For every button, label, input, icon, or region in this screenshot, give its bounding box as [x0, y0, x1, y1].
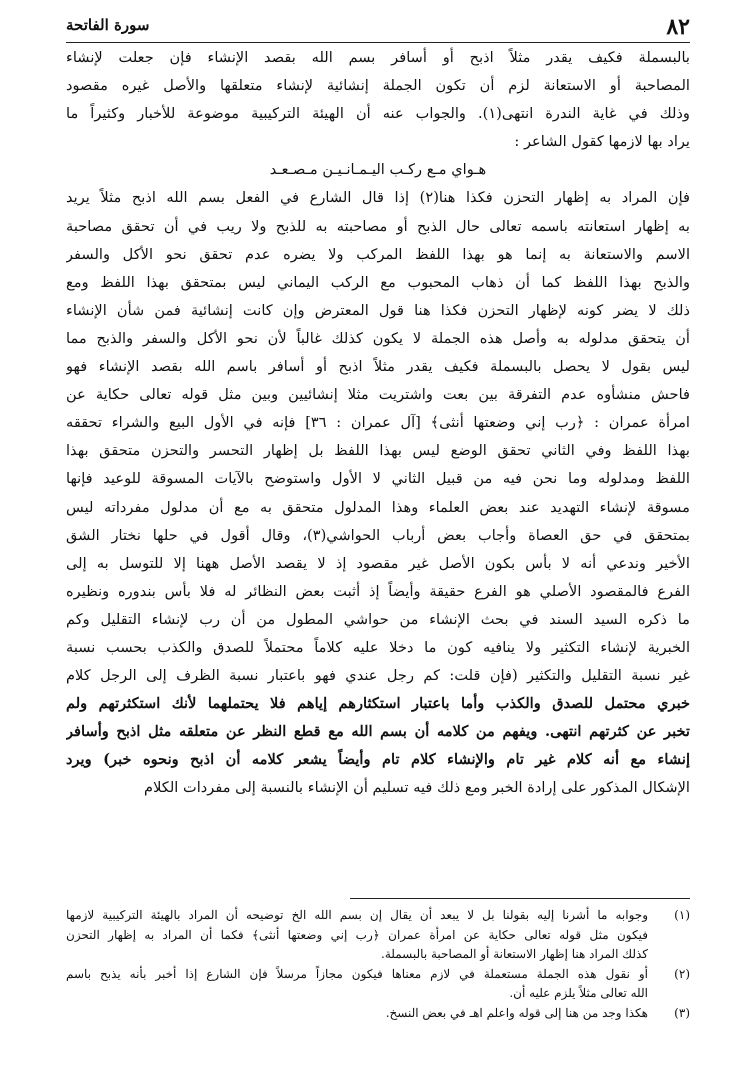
text-line-bold: خبري محتمل للصدق والكذب وأما باعتبار استكثارهم إياهم فلا يحتملهما لأنك استكثرتهم ولم: [66, 695, 690, 713]
text-line: الإشكال المذكور على إرادة الخبر ومع ذلك فيه تسليم أن الإنشاء بالنسبة إلى مفردات الكلام: [144, 779, 690, 797]
text-line: يراد بها لازمها كقول الشاعر :: [514, 133, 690, 151]
text-line: اللفظ ومدلوله وما نحن فيه من قبيل الثاني لا الأول واستوضح بالآيات المسوقة للوعيد فإنها: [66, 470, 690, 488]
footnote: [66, 965, 690, 1004]
footnote-rule: [350, 898, 690, 899]
footnote-number: (١): [674, 908, 690, 922]
text-line: غير نسبة التقليل والتكثير (فإن قلت: كم رجل عندي فهو باعتبار نسبة الظرف إلى الرجل كلام: [66, 667, 690, 685]
text-line: بهذا اللفظ وفي الثاني تحقق الوضع ليس بهذا اللفظ بل إظهار التحسر والتحزن متحقق بهذا: [66, 442, 690, 460]
text-line: فإن المراد به إظهار التحزن فكذا هنا(٢) إذا قال الشارع في الفعل بسم الله اذبح مثلاً يريد: [66, 189, 690, 207]
text-line-bold: تخبر عن كثرتهم انتهى. ويفهم من كلامه أن بسم الله مع قطع النظر عن متعلقه مثل اذبح وأسافر: [66, 723, 690, 741]
text-line: ذلك لا يضر كونه لإظهار التحزن فكذا هنا قول المعترض وإن كانت إنشائية فمن شأن الإنشاء: [66, 301, 690, 319]
text-line: بمتحقق في حق العصاة وأجاب بعض أرباب الحواشي(٣)، وقال أقول في حلها نختار الشق: [66, 526, 690, 544]
footnote: [66, 906, 690, 965]
text-line-bold: إنشاء مع أنه كلام غير تام والإنشاء كلام تام وأيضاً يشعر كلامه أن اذبح ونحوه خبر) ويرد: [66, 751, 690, 769]
text-line: أن يتحقق مدلوله به وأصل هذه الجملة لا يكون كذلك غالباً لأن نحو الأكل والسفر والذبح مما: [66, 329, 690, 347]
text-line: الفرع فالمقصود الأصلي هو الفرع حقيقة وأيضاً إذ أثبت بعض النظائر له فلا بأس بندوره ونظيره: [66, 582, 690, 600]
footnote-text: [66, 906, 648, 965]
footnote: [66, 1004, 690, 1024]
text-line: وذلك في غاية الندرة انتهى(١). والجواب عنه أن الهيئة التركيبية موضوعة للأخبار وكثيراً ما: [66, 105, 690, 123]
footnote-line: أو نقول هذه الجملة مستعملة في لازم معناها فيكون مجازاً مرسلاً فإن الشارع إذا أخبر بأنه يذبح باسم: [66, 966, 648, 981]
footnotes: [66, 906, 690, 1023]
text-line: والذبح بهذا اللفظ كما أن ذهاب المحبوب مع الركب اليماني ليس بمتحقق بهذا اللفظ ومع: [66, 273, 690, 291]
text-line: ليس بقول لا يحصل بالبسملة فكيف يقدر مثلاً اذبح أو أسافر باسم الله بقصد الإنشاء فهو: [66, 358, 690, 376]
text-line: فاحش منشأوه عدم التفرقة بين بعت واشتريت مثلا إنشائيين وبين مثل قوله تعالى حكاية عن: [66, 386, 690, 404]
page-header: [66, 14, 690, 40]
text-line: المصاحبة أو الاستعانة لزم أن تكون الجملة إنشائية لإنشاء متعلقها والأصل غيره مقصود: [66, 77, 690, 95]
page-number: ٨٢: [666, 14, 690, 40]
text-line: ما ذكره السيد السند في بحث الإنشاء من حواشي المطول من أن رب لإنشاء التقليل وكم: [66, 610, 690, 628]
main-text: [66, 44, 690, 803]
header-rule: [66, 42, 690, 43]
text-line: الاسم والاستعانة به إنما هو بهذا اللفظ المركب ولا يضره عدم تحقق نحو الأكل والسفر: [66, 245, 690, 263]
text-line: امرأة عمران : ﴿رب إني وضعتها أنثى﴾ [آل عمران : ٣٦] فإنه في الأول البيع والشراء تحققه: [66, 414, 690, 432]
footnote-text: [66, 1004, 648, 1024]
text-line: الخبرية لإنشاء التكثير ولا ينافيه كون ما دخلا عليه كلاماً محتملاً للصدق والكذب بحسب نسبة: [66, 638, 690, 656]
footnote-number: (٢): [674, 966, 690, 981]
running-title: سورة الفاتحة: [66, 16, 150, 34]
footnote-number: (٣): [674, 1005, 690, 1020]
text-line: به إظهار استعانته باسمه تعالى حال الذبح أو مصاحبته به للذبح ولا ريب في أن تحقق مصاحبة: [66, 217, 690, 235]
footnote-line: وجوابه ما أشرنا إليه بقولنا بل لا يبعد أن يقال إن بسم الله الخ توضيحه أن المراد بالهيئة التركيبية لازمها: [66, 908, 648, 922]
footnote-line: الله تعالى مثلاً يلزم عليه أن.: [509, 986, 648, 1000]
footnote-line: كذلك المراد هنا إظهار الاستعانة أو المصاحبة بالبسملة.: [381, 947, 648, 961]
text-line: مسوقة لإنشاء التهديد عند بعض العلماء وهذا المدلول متحقق به مع أن مدلول مفرداته ليس: [66, 498, 690, 516]
footnote-line: فيكون مثل قوله تعالى حكاية عن امرأة عمران ﴿رب إني وضعتها أنثى﴾ فكما أن المراد به إظهار التحزن: [66, 927, 648, 942]
text-line: الأخير وندعي أنه لا بأس بكون الأصل غير مقصود إذ لا يقصد الأصل ههنا إلا للتوسل به إلى: [66, 554, 690, 572]
poem-verse: هـواي مـع ركـب اليـمـانـيـن مـصـعـد: [269, 161, 487, 179]
footnote-line: هكذا وجد من هنا إلى قوله واعلم اهـ في بعض النسخ.: [385, 1005, 648, 1020]
footnote-text: [66, 965, 648, 1004]
text-line: بالبسملة فكيف يقدر مثلاً اذبح أو أسافر بسم الله بقصد الإنشاء فإن جعلت لإنشاء: [66, 49, 690, 66]
